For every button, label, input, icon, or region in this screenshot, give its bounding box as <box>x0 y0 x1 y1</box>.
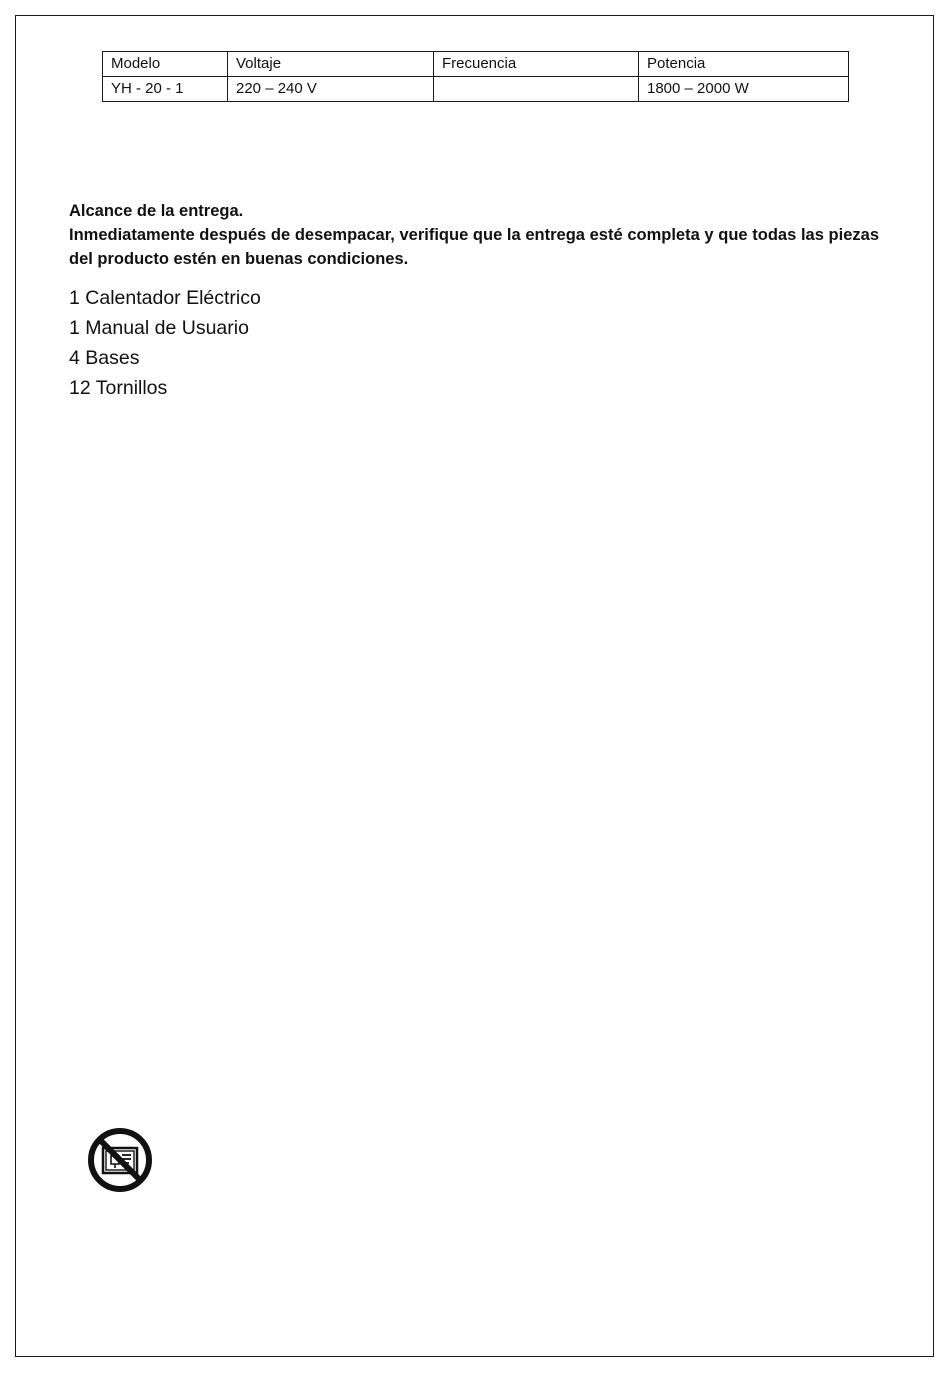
cell-frequency-value <box>434 77 639 102</box>
delivery-items-list <box>69 283 879 403</box>
header-cell-modelo: Modelo <box>103 52 228 77</box>
list-item: 12 Tornillos <box>69 377 168 399</box>
spec-table <box>102 51 849 102</box>
spec-table-header-row <box>103 52 849 77</box>
cell-voltage-value: 220 – 240 V <box>228 77 434 102</box>
list-item: 4 Bases <box>69 347 140 369</box>
delivery-intro: Inmediatamente después de desempacar, verifique que la entrega esté completa y que todas las piezas del producto estén en buenas condiciones. <box>69 226 879 268</box>
spec-table-row <box>103 77 849 102</box>
list-item: 1 Calentador Eléctrico <box>69 287 261 309</box>
header-cell-potencia: Potencia <box>639 52 849 77</box>
header-cell-frecuencia: Frecuencia <box>434 52 639 77</box>
cell-model-value: YH - 20 - 1 <box>103 77 228 102</box>
delivery-section <box>69 199 879 403</box>
no-household-waste-icon <box>86 1126 154 1194</box>
header-cell-voltaje: Voltaje <box>228 52 434 77</box>
delivery-heading: Alcance de la entrega. <box>69 202 244 220</box>
cell-power-value: 1800 – 2000 W <box>639 77 849 102</box>
list-item: 1 Manual de Usuario <box>69 317 249 339</box>
